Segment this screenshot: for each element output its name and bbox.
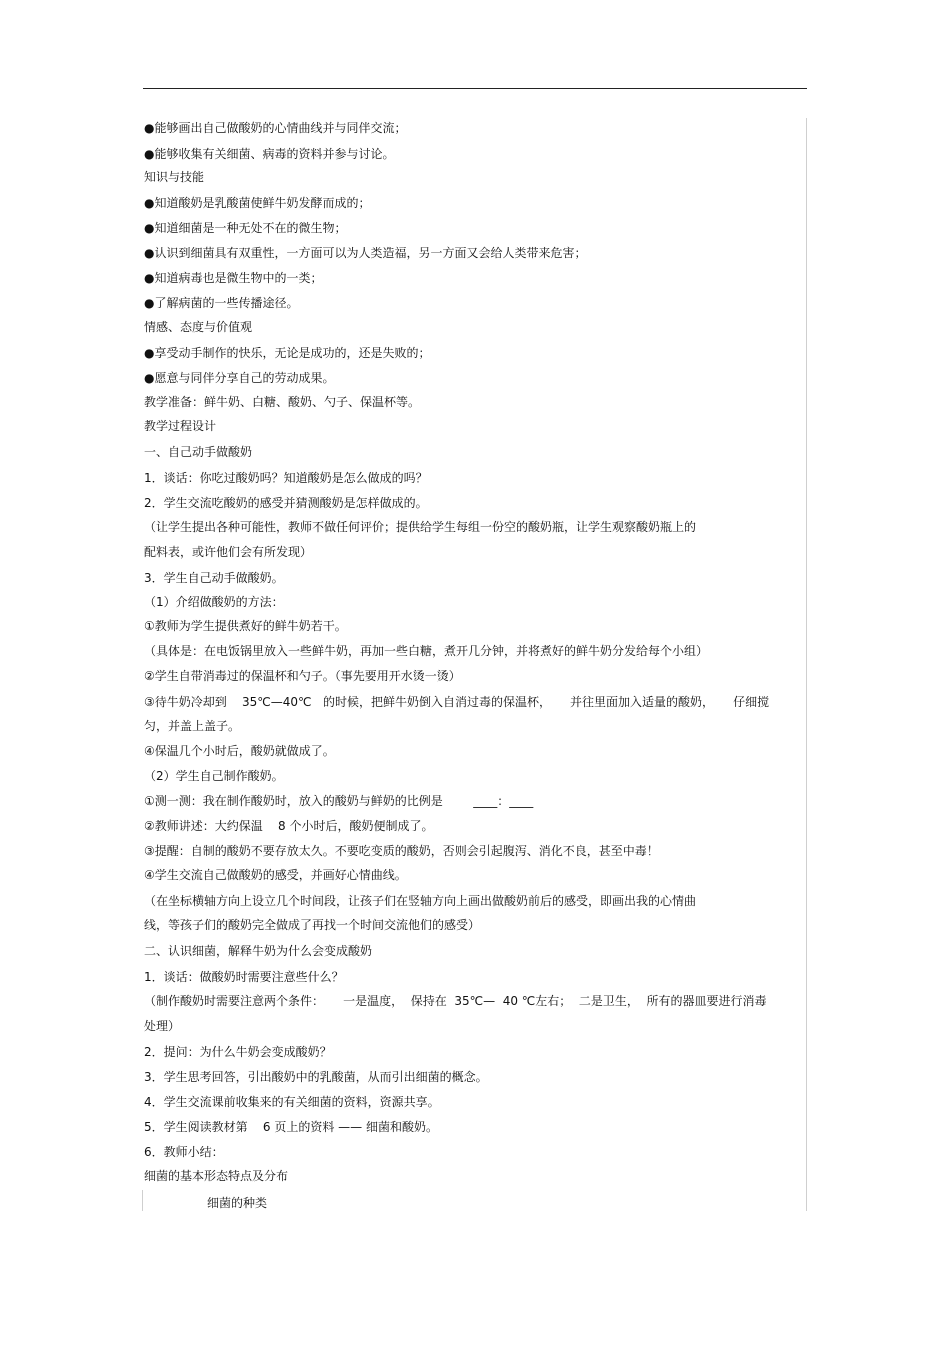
header-rule <box>143 88 807 89</box>
text-line: ●知道细菌是一种无处不在的微生物； <box>144 221 347 235</box>
text-line: ●能够收集有关细菌、病毒的资料并参与讨论。 <box>144 147 395 161</box>
section-heading: 知识与技能 <box>144 170 205 184</box>
text-line: ●了解病菌的一些传播途径。 <box>144 296 299 310</box>
text-line: ③待牛奶冷却到 35℃—40℃ 的时候，把鲜牛奶倒入自消过毒的保温杯， 并往里面加入适量的酸奶， 仔细搅 <box>144 695 770 709</box>
text-line: ②学生自带消毒过的保温杯和勺子。（事先要用开水烫一烫） <box>144 669 461 683</box>
text-line: 细菌的种类 <box>207 1196 268 1210</box>
text-line: 3．学生思考回答，引出酸奶中的乳酸菌，从而引出细菌的概念。 <box>144 1070 488 1084</box>
text-line: ①教师为学生提供煮好的鲜牛奶若干。 <box>144 619 347 633</box>
text-line: （具体是：在电饭锅里放入一些鲜牛奶，再加一些白糖，煮开几分钟，并将煮好的鲜牛奶分发给每个小组） <box>144 644 709 658</box>
text-line: ●享受动手制作的快乐，无论是成功的，还是失败的； <box>144 346 431 360</box>
text-line: （让学生提出各种可能性，教师不做任何评价；提供给学生每组一份空的酸奶瓶，让学生观察酸奶瓶上的 <box>144 520 697 534</box>
text-line: 匀，并盖上盖子。 <box>144 719 241 733</box>
text-line: ②教师讲述：大约保温 8 个小时后，酸奶便制成了。 <box>144 819 434 833</box>
text-line: （在坐标横轴方向上设立几个时间段，让孩子们在竖轴方向上画出做酸奶前后的感受，即画出我的心情曲 <box>144 894 697 908</box>
left-margin-rule <box>142 1190 143 1211</box>
section-heading: 教学过程设计 <box>144 419 217 433</box>
text-line: 5．学生阅读教材第 6 页上的资料 —— 细菌和酸奶。 <box>144 1120 438 1134</box>
text-line: ①测一测：我在制作酸奶时，放入的酸奶与鲜奶的比例是 ____：____ <box>144 794 534 808</box>
text-line: 细菌的基本形态特点及分布 <box>144 1169 289 1183</box>
text-line: ③提醒：自制的酸奶不要存放太久。不要吃变质的酸奶，否则会引起腹泻、消化不良，甚至中毒！ <box>144 844 659 858</box>
text-line: ●知道酸奶是乳酸菌使鲜牛奶发酵而成的； <box>144 196 371 210</box>
text-line: （1）介绍做酸奶的方法： <box>144 595 284 609</box>
text-line: （制作酸奶时需要注意两个条件： 一是温度， 保持在 35℃— 40 ℃左右； 二是卫生， 所有的器皿要进行消毒 <box>144 994 767 1008</box>
text-line: 3．学生自己动手做酸奶。 <box>144 571 284 585</box>
text-line: ●认识到细菌具有双重性，一方面可以为人类造福，另一方面又会给人类带来危害； <box>144 246 587 260</box>
text-line: 4．学生交流课前收集来的有关细菌的资料，资源共享。 <box>144 1095 440 1109</box>
section-heading: 一、自己动手做酸奶 <box>144 445 253 459</box>
section-heading: 二、认识细菌，解释牛奶为什么会变成酸奶 <box>144 944 373 958</box>
text-line: ④保温几个小时后，酸奶就做成了。 <box>144 744 335 758</box>
text-line: 配料表，或许他们会有所发现） <box>144 545 313 559</box>
text-line: 2．学生交流吃酸奶的感受并猜测酸奶是怎样做成的。 <box>144 496 428 510</box>
text-line: ●知道病毒也是微生物中的一类； <box>144 271 323 285</box>
section-heading: 情感、态度与价值观 <box>144 320 253 334</box>
text-line: 线，等孩子们的酸奶完全做成了再找一个时间交流他们的感受） <box>144 918 481 932</box>
text-line: ●愿意与同伴分享自己的劳动成果。 <box>144 371 335 385</box>
right-margin-rule <box>806 118 807 1211</box>
text-line: 处理） <box>144 1019 181 1033</box>
text-line: 1．谈话：你吃过酸奶吗？知道酸奶是怎么做成的吗？ <box>144 471 428 485</box>
text-line: 2．提问：为什么牛奶会变成酸奶？ <box>144 1045 332 1059</box>
text-line: 1．谈话：做酸奶时需要注意些什么？ <box>144 970 344 984</box>
text-line: 教学准备：鲜牛奶、白糖、酸奶、勺子、保温杯等。 <box>144 395 421 409</box>
text-line: （2）学生自己制作酸奶。 <box>144 769 284 783</box>
text-line: 6．教师小结： <box>144 1145 224 1159</box>
text-line: ●能够画出自己做酸奶的心情曲线并与同伴交流； <box>144 121 407 135</box>
text-line: ④学生交流自己做酸奶的感受，并画好心情曲线。 <box>144 868 407 882</box>
